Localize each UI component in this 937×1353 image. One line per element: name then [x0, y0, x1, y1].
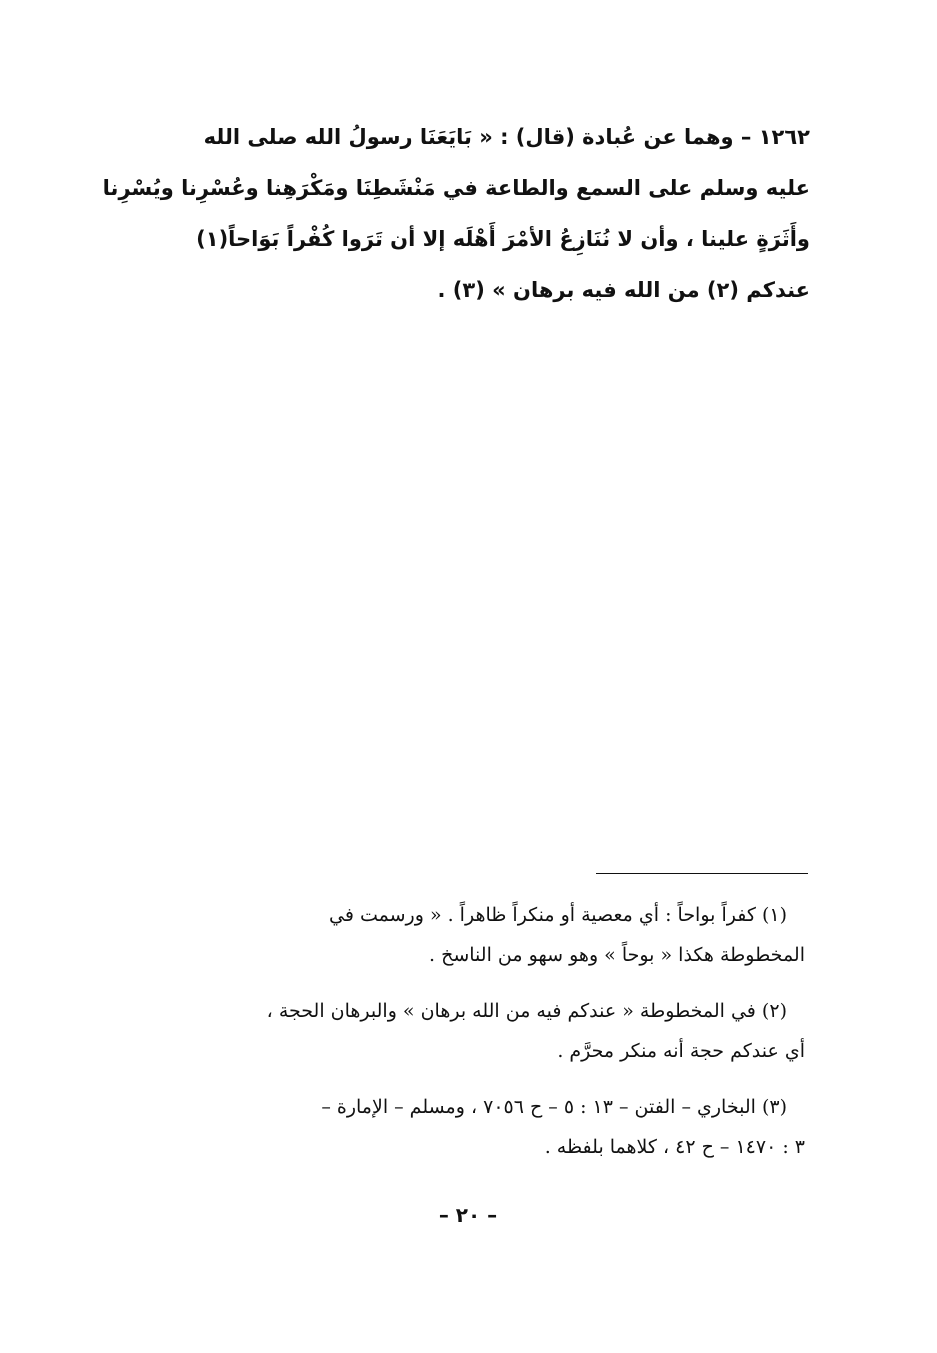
footnote-line: (٢) في المخطوطة « عندكم فيه من الله برهان » والبرهان الحجة ، — [266, 1000, 787, 1022]
footnote-3 — [150, 1087, 805, 1167]
footnote-line: المخطوطة هكذا « بوحاً » وهو سهو من الناسخ . — [429, 944, 805, 966]
footnote-line: (١) كفراً بواحاً : أي معصية أو منكراً ظاهراً . « ورسمت في — [329, 904, 787, 926]
hadith-line: وأَثَرَةٍ علينا ، وأن لا نُنَازِعُ الأمْرَ أَهْلَه إلا أن تَرَوا كُفْراً بَوَاحاً(١) — [196, 227, 810, 251]
hadith-line: عندكم (٢) من الله فيه برهان » (٣) . — [437, 278, 810, 302]
page-number: – ٢٠ – — [438, 1203, 498, 1227]
footnote-separator — [596, 873, 808, 874]
hadith-line: ١٢٦٢ – وهما عن عُبادة (قال) : « بَايَعَنَا رسولُ الله صلى الله — [203, 125, 810, 149]
footnote-line: ٣ : ١٤٧٠ – ح ٤٢ ، كلاهما بلفظه . — [544, 1136, 805, 1158]
footnote-line: (٣) البخاري – الفتن – ١٣ : ٥ – ح ٧٠٥٦ ، ومسلم – الإمارة – — [321, 1096, 787, 1118]
footnote-1 — [150, 895, 805, 975]
hadith-text-block — [102, 112, 810, 316]
hadith-line: عليه وسلم على السمع والطاعة في مَنْشَطِنَا ومَكْرَهِنا وعُسْرِنا ويُسْرِنا — [102, 176, 810, 200]
footnotes-section — [150, 895, 805, 1183]
footnote-line: أي عندكم حجة أنه منكر محرَّم . — [557, 1040, 805, 1062]
footnote-2 — [150, 991, 805, 1071]
